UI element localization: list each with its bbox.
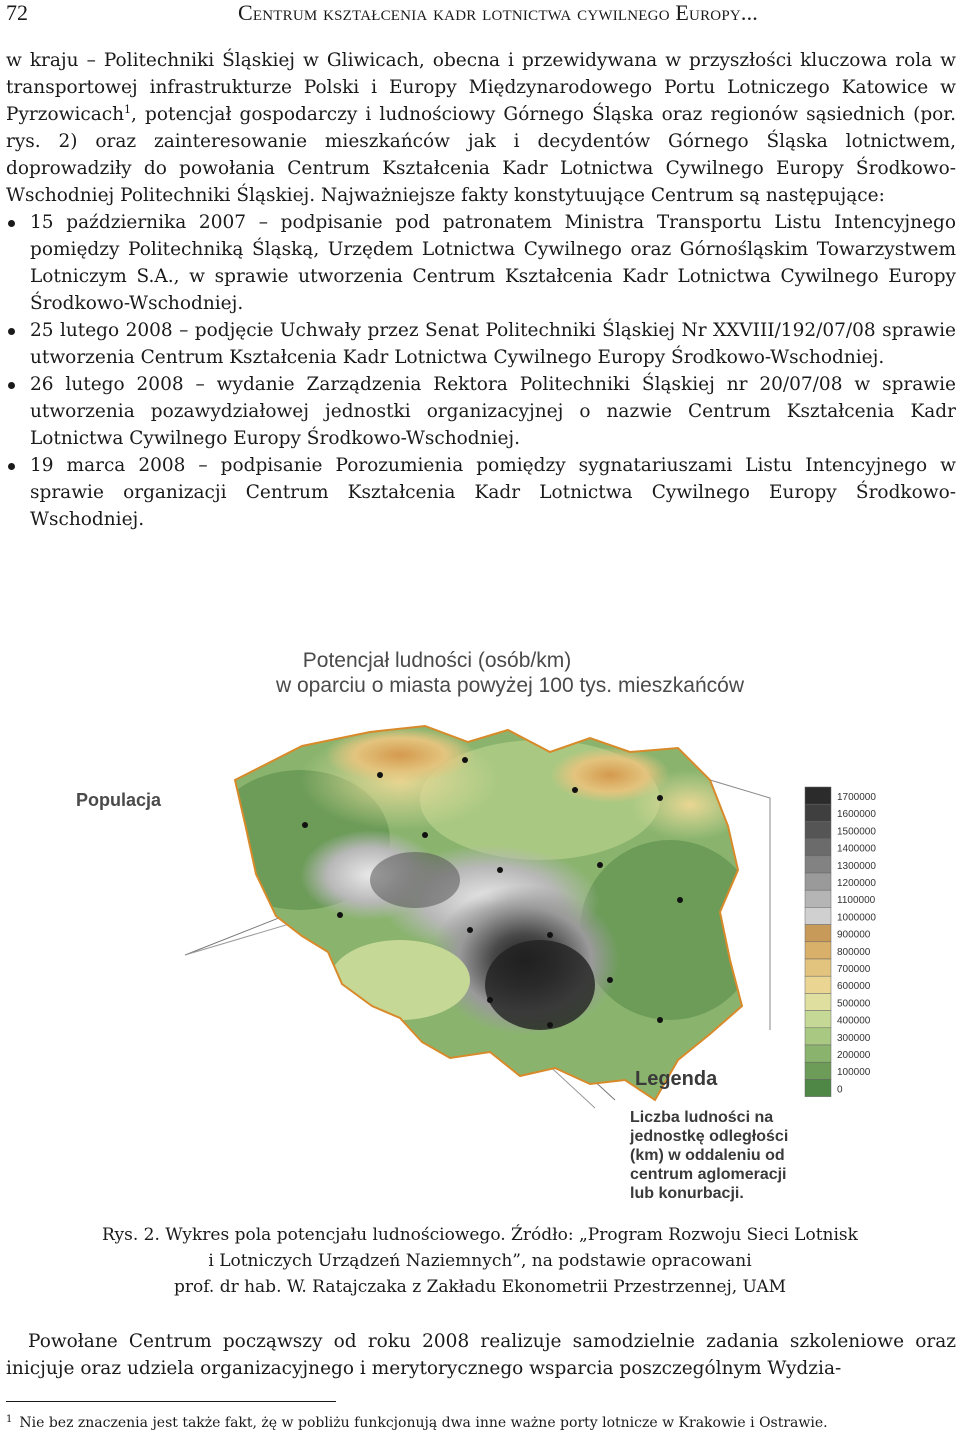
scale-label: 600000 — [837, 981, 871, 993]
scale-swatch — [805, 1062, 831, 1079]
scale-swatch — [805, 1079, 831, 1096]
scale-swatch — [805, 890, 831, 907]
list-item: 25 lutego 2008 – podjęcie Uchwały przez Senat Politechniki Śląskiej Nr XXVIII/192/07/08 sprawie utworzenia Centrum Kształcenia Kadr Lotnictwa Cywilnego Europy Środkowo-Wschodniej. — [6, 317, 956, 371]
closing-paragraph: Powołane Centrum począwszy od roku 2008 realizuje samodzielnie zadania szkoleniowe oraz inicjuje oraz udziela organizacyjnego i merytorycznego wsparcia poszczególnym Wydzia- — [6, 1331, 956, 1379]
scale-label: 700000 — [837, 964, 871, 975]
scale-swatch — [805, 976, 831, 993]
scale-labels — [837, 792, 876, 1095]
scale-swatch — [805, 856, 831, 873]
scale-label: 300000 — [837, 1032, 871, 1044]
intro-paragraph — [6, 47, 956, 209]
scale-label: 1600000 — [837, 809, 876, 821]
intro-text-part1: w kraju – Politechniki Śląskiej w Gliwicach, obecna i przewidywana w przyszłości kluczowa rola w transportowej infrastrukturze Polski i Europy Międzynarodowego Portu Lotniczego Katowice w Pyrzowicach — [6, 50, 956, 125]
caption-line: prof. dr hab. W. Ratajczaka z Zakładu Ekonometrii Przestrzennej, UAM — [173, 1277, 787, 1297]
scale-swatch — [805, 1028, 831, 1045]
scale-swatch — [805, 873, 831, 890]
scale-label: 1300000 — [837, 860, 876, 872]
list-item: 19 marca 2008 – podpisanie Porozumienia pomiędzy sygnatariuszami Listu Intencyjnego w sprawie organizacji Centrum Kształcenia Kadr Lotnictwa Cywilnego Europy Środkowo-Wschodniej. — [6, 452, 956, 533]
scale-label: 900000 — [837, 929, 871, 941]
scale-label: 800000 — [837, 946, 871, 958]
footnote-number: 1 — [6, 1414, 13, 1425]
scale-swatch — [805, 1011, 831, 1028]
scale-swatch — [805, 993, 831, 1010]
population-potential-figure — [70, 630, 890, 1215]
scale-label: 200000 — [837, 1050, 871, 1061]
scale-swatch — [805, 925, 831, 942]
scale-label: 100000 — [837, 1067, 871, 1079]
scale-label: 0 — [837, 1084, 843, 1096]
scale-label: 1100000 — [837, 895, 876, 907]
running-title: Centrum kształcenia kadr lotnictwa cywilnego Europy... — [238, 0, 759, 25]
scale-swatch — [805, 959, 831, 976]
scale-swatches — [805, 787, 831, 1097]
legend-description-line: Liczba ludności na — [630, 1109, 774, 1126]
figure-subtitle: w oparciu o miasta powyżej 100 tys. mieszkańców — [275, 674, 745, 697]
intro-section — [6, 47, 956, 533]
legend-description — [629, 1109, 788, 1202]
caption-line: i Lotniczych Urządzeń Naziemnych”, na podstawie opracowani — [208, 1251, 752, 1271]
legend-title: Legenda — [635, 1068, 718, 1090]
scale-swatch — [805, 804, 831, 821]
legend-description-line: (km) w oddaleniu od — [630, 1147, 785, 1164]
scale-swatch — [805, 1045, 831, 1062]
list-item: 26 lutego 2008 – wydanie Zarządzenia Rektora Politechniki Śląskiej nr 20/07/08 w sprawie utworzenia pozawydziałowej jednostki organizacyjnej o nazwie Centrum Kształcenia Kadr Lotnictwa Cywilnego Europy Środkowo-Wschodniej. — [6, 371, 956, 452]
figure-title: Potencjał ludności (osób/km) — [302, 649, 572, 672]
page-number: 72 — [6, 0, 28, 25]
scale-swatch — [805, 839, 831, 856]
scale-label: 1500000 — [837, 826, 876, 838]
population-map-image — [70, 630, 890, 1215]
running-head — [0, 0, 960, 26]
scale-label: 400000 — [837, 1015, 871, 1027]
scale-swatch — [805, 787, 831, 804]
footnote — [6, 1410, 956, 1433]
scale-label: 1000000 — [837, 912, 876, 924]
scale-label: 1700000 — [837, 792, 876, 803]
facts-list — [6, 209, 956, 533]
scale-label: 1200000 — [837, 878, 876, 889]
scale-label: 1400000 — [837, 843, 876, 855]
scale-swatch — [805, 907, 831, 924]
footnote-rule — [6, 1401, 336, 1402]
footnote-text: Nie bez znaczenia jest także fakt, żę w pobliżu funkcjonują dwa inne ważne porty lotnicze w Krakowie i Ostrawie. — [19, 1415, 828, 1431]
intro-text-part2: , potencjał gospodarczy i ludnościowy Górnego Śląska oraz regionów sąsiednich (por. rys. 2) oraz zainteresowanie mieszkańców jak i decydentów Górnego Śląska lotnictwem, doprowadziły do powołania Centrum Kształcenia Kadr Lotnictwa Cywilnego Europy Środkowo-Wschodniej Politechniki Śląskiej. Najważniejsze fakty konstytuujące Centrum są następujące: — [6, 104, 956, 206]
closing-section — [6, 1328, 956, 1382]
figure-caption — [0, 1222, 960, 1300]
legend-description-line: lub konurbacji. — [630, 1185, 744, 1202]
footnote-reference[interactable]: 1 — [124, 102, 132, 116]
scale-label: 500000 — [837, 998, 871, 1010]
list-item: 15 października 2007 – podpisanie pod patronatem Ministra Transportu Listu Intencyjnego pomiędzy Politechniką Śląską, Urzędem Lotnictwa Cywilnego oraz Górnośląskim Towarzystwem Lotniczym S.A., w sprawie utworzenia Centrum Kształcenia Kadr Lotnictwa Cywilnego Europy Środkowo-Wschodniej. — [6, 209, 956, 317]
scale-swatch — [805, 942, 831, 959]
legend-description-line: jednostkę odległości — [630, 1128, 789, 1145]
caption-line: Rys. 2. Wykres pola potencjału ludnościowego. Źródło: „Program Rozwoju Sieci Lotnisk — [102, 1225, 858, 1245]
color-scale-legend — [805, 787, 876, 1097]
populacja-label: Populacja — [76, 790, 162, 810]
scale-swatch — [805, 821, 831, 838]
legend-description-line: centrum aglomeracji — [630, 1166, 787, 1183]
